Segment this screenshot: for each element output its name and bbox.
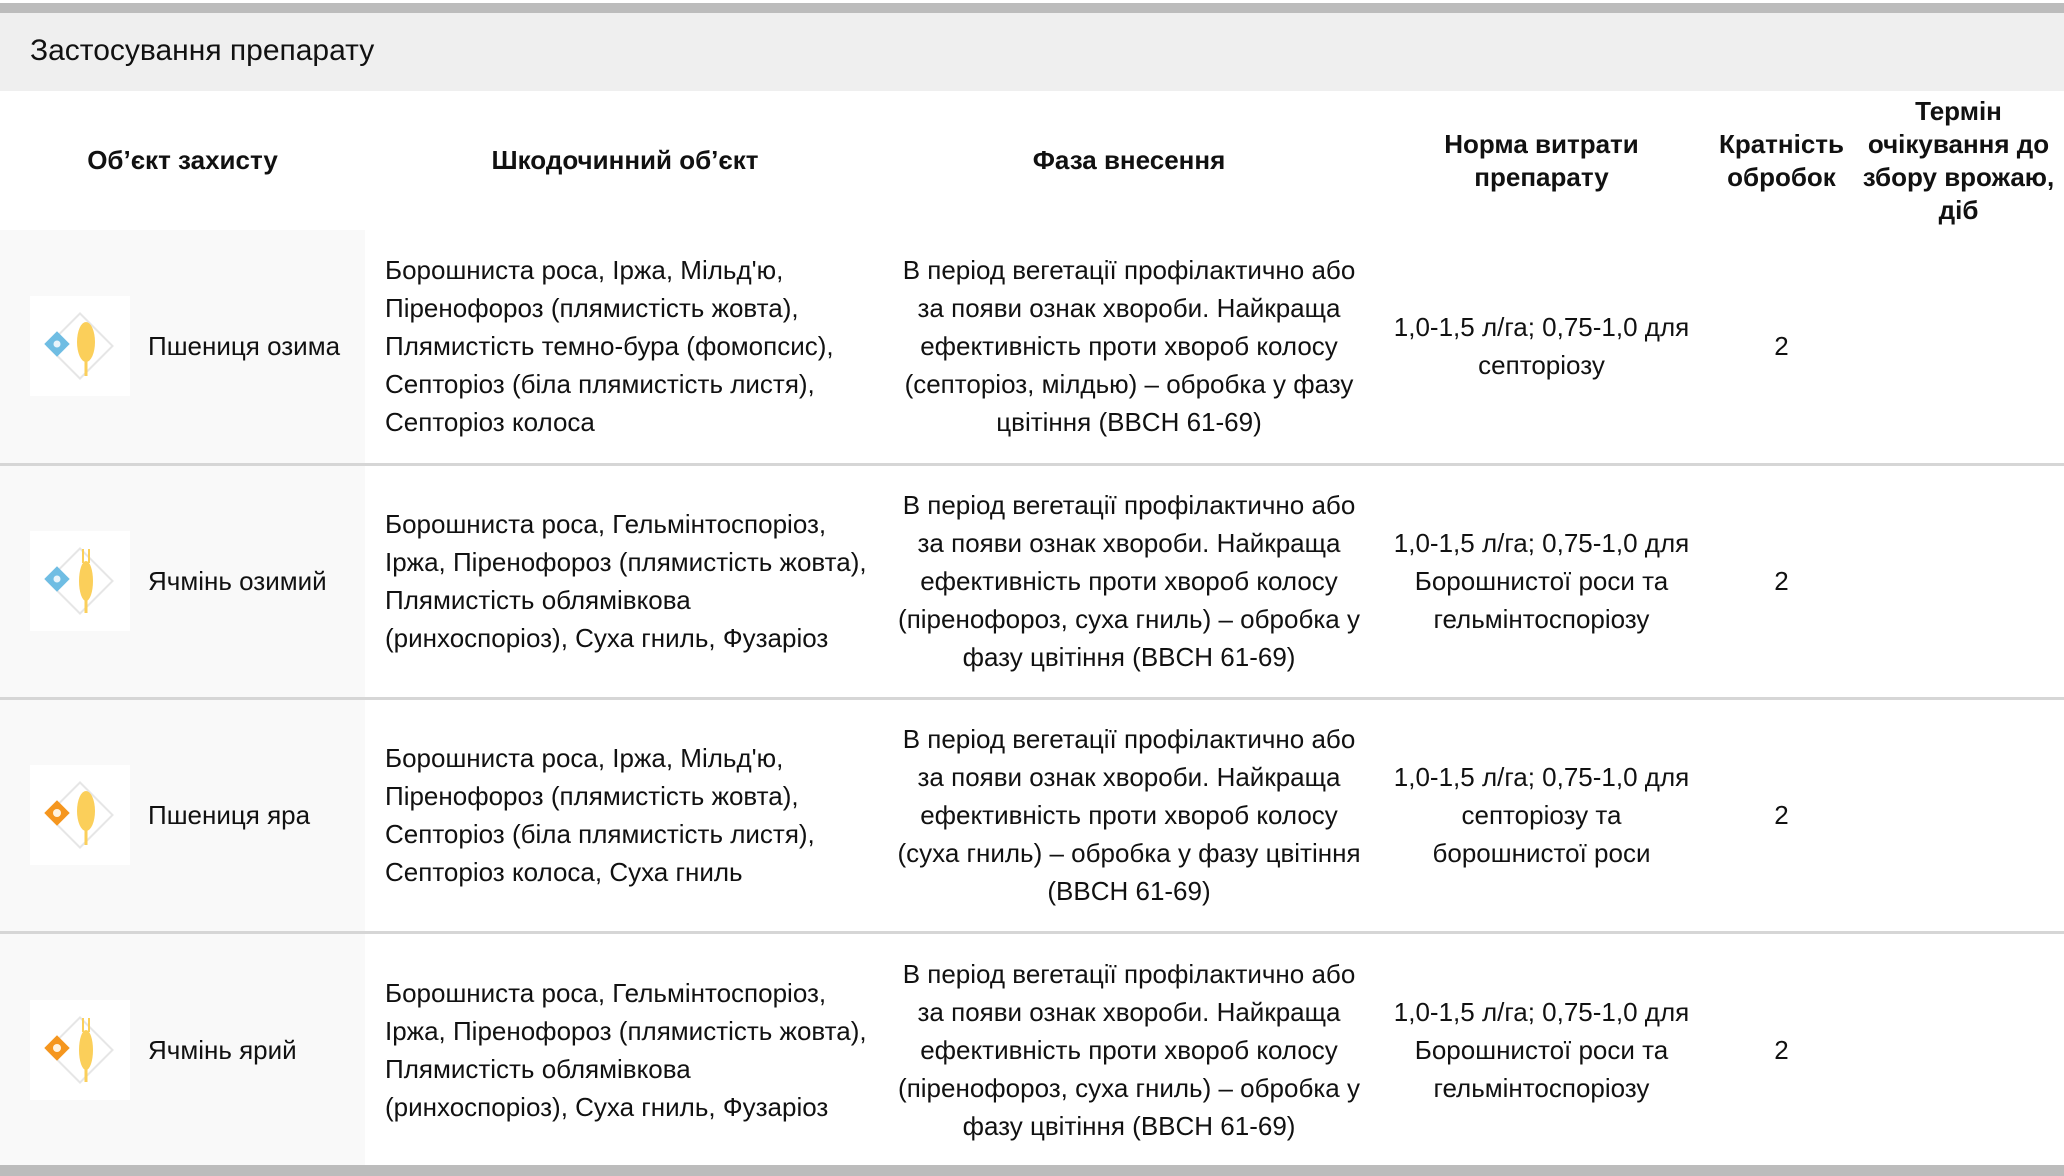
winter-barley-icon	[30, 531, 130, 631]
crop-cell	[0, 932, 365, 1166]
phase-cell: В період вегетації профілактично або за появи ознак хвороби. Найкраща ефективність проти хвороб колосу (піренофороз, суха гниль) – обробка у фазу цвітіння (BBCH 61-69)	[898, 958, 1360, 1141]
spring-barley-icon	[30, 1000, 130, 1100]
spring-wheat-icon	[30, 765, 130, 865]
crop-cell	[0, 698, 365, 932]
wait-cell	[1853, 464, 2064, 698]
col-header-count: Кратність обробок	[1718, 128, 1845, 192]
bottom-divider-bar	[0, 1165, 2064, 1176]
wait-cell	[1853, 932, 2064, 1166]
application-table	[0, 91, 2064, 1166]
wait-cell	[1853, 698, 2064, 932]
crop-cell	[0, 230, 365, 464]
table-row	[0, 464, 2064, 698]
pests-cell: Борошниста роса, Іржа, Мільд'ю, Піренофороз (плямистість жовта), Септоріоз (біла плямистість листя), Септоріоз колоса, Суха гниль	[385, 743, 815, 887]
crop-name: Ячмінь озимий	[148, 566, 327, 596]
rate-cell: 1,0-1,5 л/га; 0,75-1,0 для Борошнистої роси та гельмінтоспоріозу	[1393, 528, 1690, 634]
phase-cell: В період вегетації профілактично або за появи ознак хвороби. Найкраща ефективність проти хвороб колосу (септоріоз, мілдью) – обробка у фазу цвітіння (BBCH 61-69)	[902, 255, 1356, 438]
section-header	[0, 13, 2064, 91]
pests-cell: Борошниста роса, Іржа, Мільд'ю, Піренофороз (плямистість жовта), Плямистість темно-бура (фомопсис), Септоріоз (біла плямистість листя), Септоріоз колоса	[385, 255, 834, 438]
count-cell: 2	[1774, 331, 1789, 362]
crop-name: Ячмінь ярий	[148, 1034, 297, 1065]
count-cell: 2	[1774, 566, 1789, 596]
table-row	[0, 698, 2064, 932]
wait-cell	[1853, 230, 2064, 464]
count-cell: 2	[1774, 800, 1789, 830]
col-header-rate: Норма витрати препарату	[1444, 128, 1639, 192]
rate-cell: 1,0-1,5 л/га; 0,75-1,0 для Борошнистої роси та гельмінтоспоріозу	[1393, 996, 1690, 1103]
crop-name: Пшениця яра	[148, 800, 311, 830]
col-header-phase: Фаза внесення	[1032, 145, 1226, 175]
pests-cell: Борошниста роса, Гельмінтоспоріоз, Іржа, Піренофороз (плямистість жовта), Плямистість облямівкова (ринхоспоріоз), Суха гниль, Фузаріоз	[385, 509, 867, 653]
crop-name: Пшениця озима	[148, 331, 341, 362]
rate-cell: 1,0-1,5 л/га; 0,75-1,0 для септоріозу	[1393, 312, 1690, 381]
count-cell: 2	[1774, 1034, 1789, 1065]
col-header-crop: Об’єкт захисту	[87, 145, 278, 175]
col-header-pests: Шкодочинний об’єкт	[491, 145, 759, 175]
table-header-row	[0, 91, 2064, 230]
winter-wheat-icon	[30, 296, 130, 396]
table-row	[0, 932, 2064, 1166]
crop-cell	[0, 464, 365, 698]
section-title: Застосування препарату	[30, 34, 375, 67]
pests-cell: Борошниста роса, Гельмінтоспоріоз, Іржа, Піренофороз (плямистість жовта), Плямистість облямівкова (ринхоспоріоз), Суха гниль, Фузаріоз	[385, 977, 867, 1122]
phase-cell: В період вегетації профілактично або за появи ознак хвороби. Найкраща ефективність проти хвороб колосу (піренофороз, суха гниль) – обробка у фазу цвітіння (BBCH 61-69)	[898, 490, 1360, 672]
top-divider-bar	[0, 3, 2064, 13]
col-header-wait: Термін очікування до збору врожаю, діб	[1862, 95, 2055, 225]
table-row	[0, 230, 2064, 464]
rate-cell: 1,0-1,5 л/га; 0,75-1,0 для септоріозу та борошнистої роси	[1393, 762, 1690, 868]
phase-cell: В період вегетації профілактично або за появи ознак хвороби. Найкраща ефективність проти хвороб колосу (суха гниль) – обробка у фазу цвітіння (BBCH 61-69)	[897, 724, 1361, 906]
